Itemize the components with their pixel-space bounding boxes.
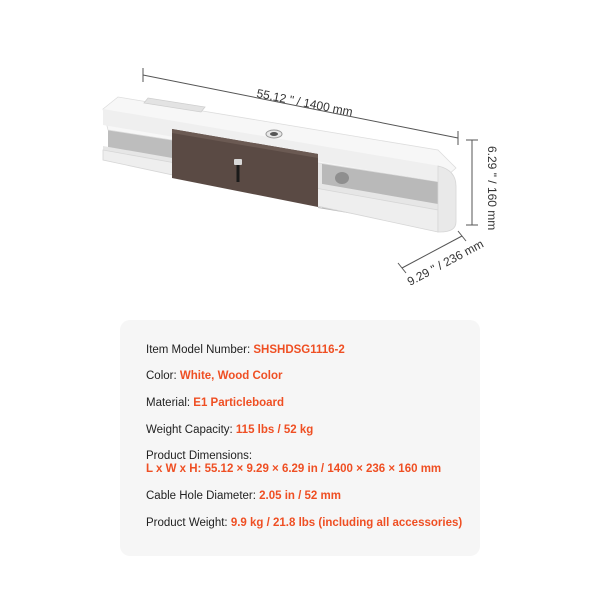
spec-label: Product Dimensions: xyxy=(146,450,253,462)
specifications-card xyxy=(120,320,480,556)
spec-label: Cable Hole Diameter: xyxy=(146,490,260,502)
floating-shelf xyxy=(103,97,456,232)
spec-label: Product Weight: xyxy=(146,517,231,529)
spec-product-weight xyxy=(146,517,470,530)
spec-value: E1 Particleboard xyxy=(193,397,285,409)
spec-label: Weight Capacity: xyxy=(146,424,236,436)
spec-label: Color: xyxy=(146,370,180,382)
depth-dimension-label: 9.29 " / 236 mm xyxy=(404,236,486,289)
spec-value: L x W x H: 55.12 × 9.29 × 6.29 in / 1400 × 236 × 160 mm xyxy=(146,463,442,475)
back-cable-hole xyxy=(335,172,349,184)
spec-value: White, Wood Color xyxy=(179,370,283,382)
spec-value: SHSHDSG1116-2 xyxy=(253,344,345,356)
spec-color xyxy=(146,370,470,383)
spec-label: Material: xyxy=(146,397,194,409)
spec-label: Item Model Number: xyxy=(146,344,254,356)
height-dimension-label: 6.29 " / 160 mm xyxy=(485,146,499,231)
spec-value: 9.9 kg / 21.8 lbs (including all accessories) xyxy=(230,517,463,529)
spec-material xyxy=(146,397,470,410)
spec-product-dimensions xyxy=(146,450,470,476)
spec-value: 115 lbs / 52 kg xyxy=(235,424,314,436)
height-dimension-line xyxy=(466,140,478,225)
spec-model-number xyxy=(146,344,470,357)
spec-cable-hole-diameter xyxy=(146,490,470,503)
length-dimension-label: 55.12 " / 1400 mm xyxy=(255,86,354,120)
spec-value: 2.05 in / 52 mm xyxy=(259,490,341,502)
spec-weight-capacity xyxy=(146,424,470,437)
